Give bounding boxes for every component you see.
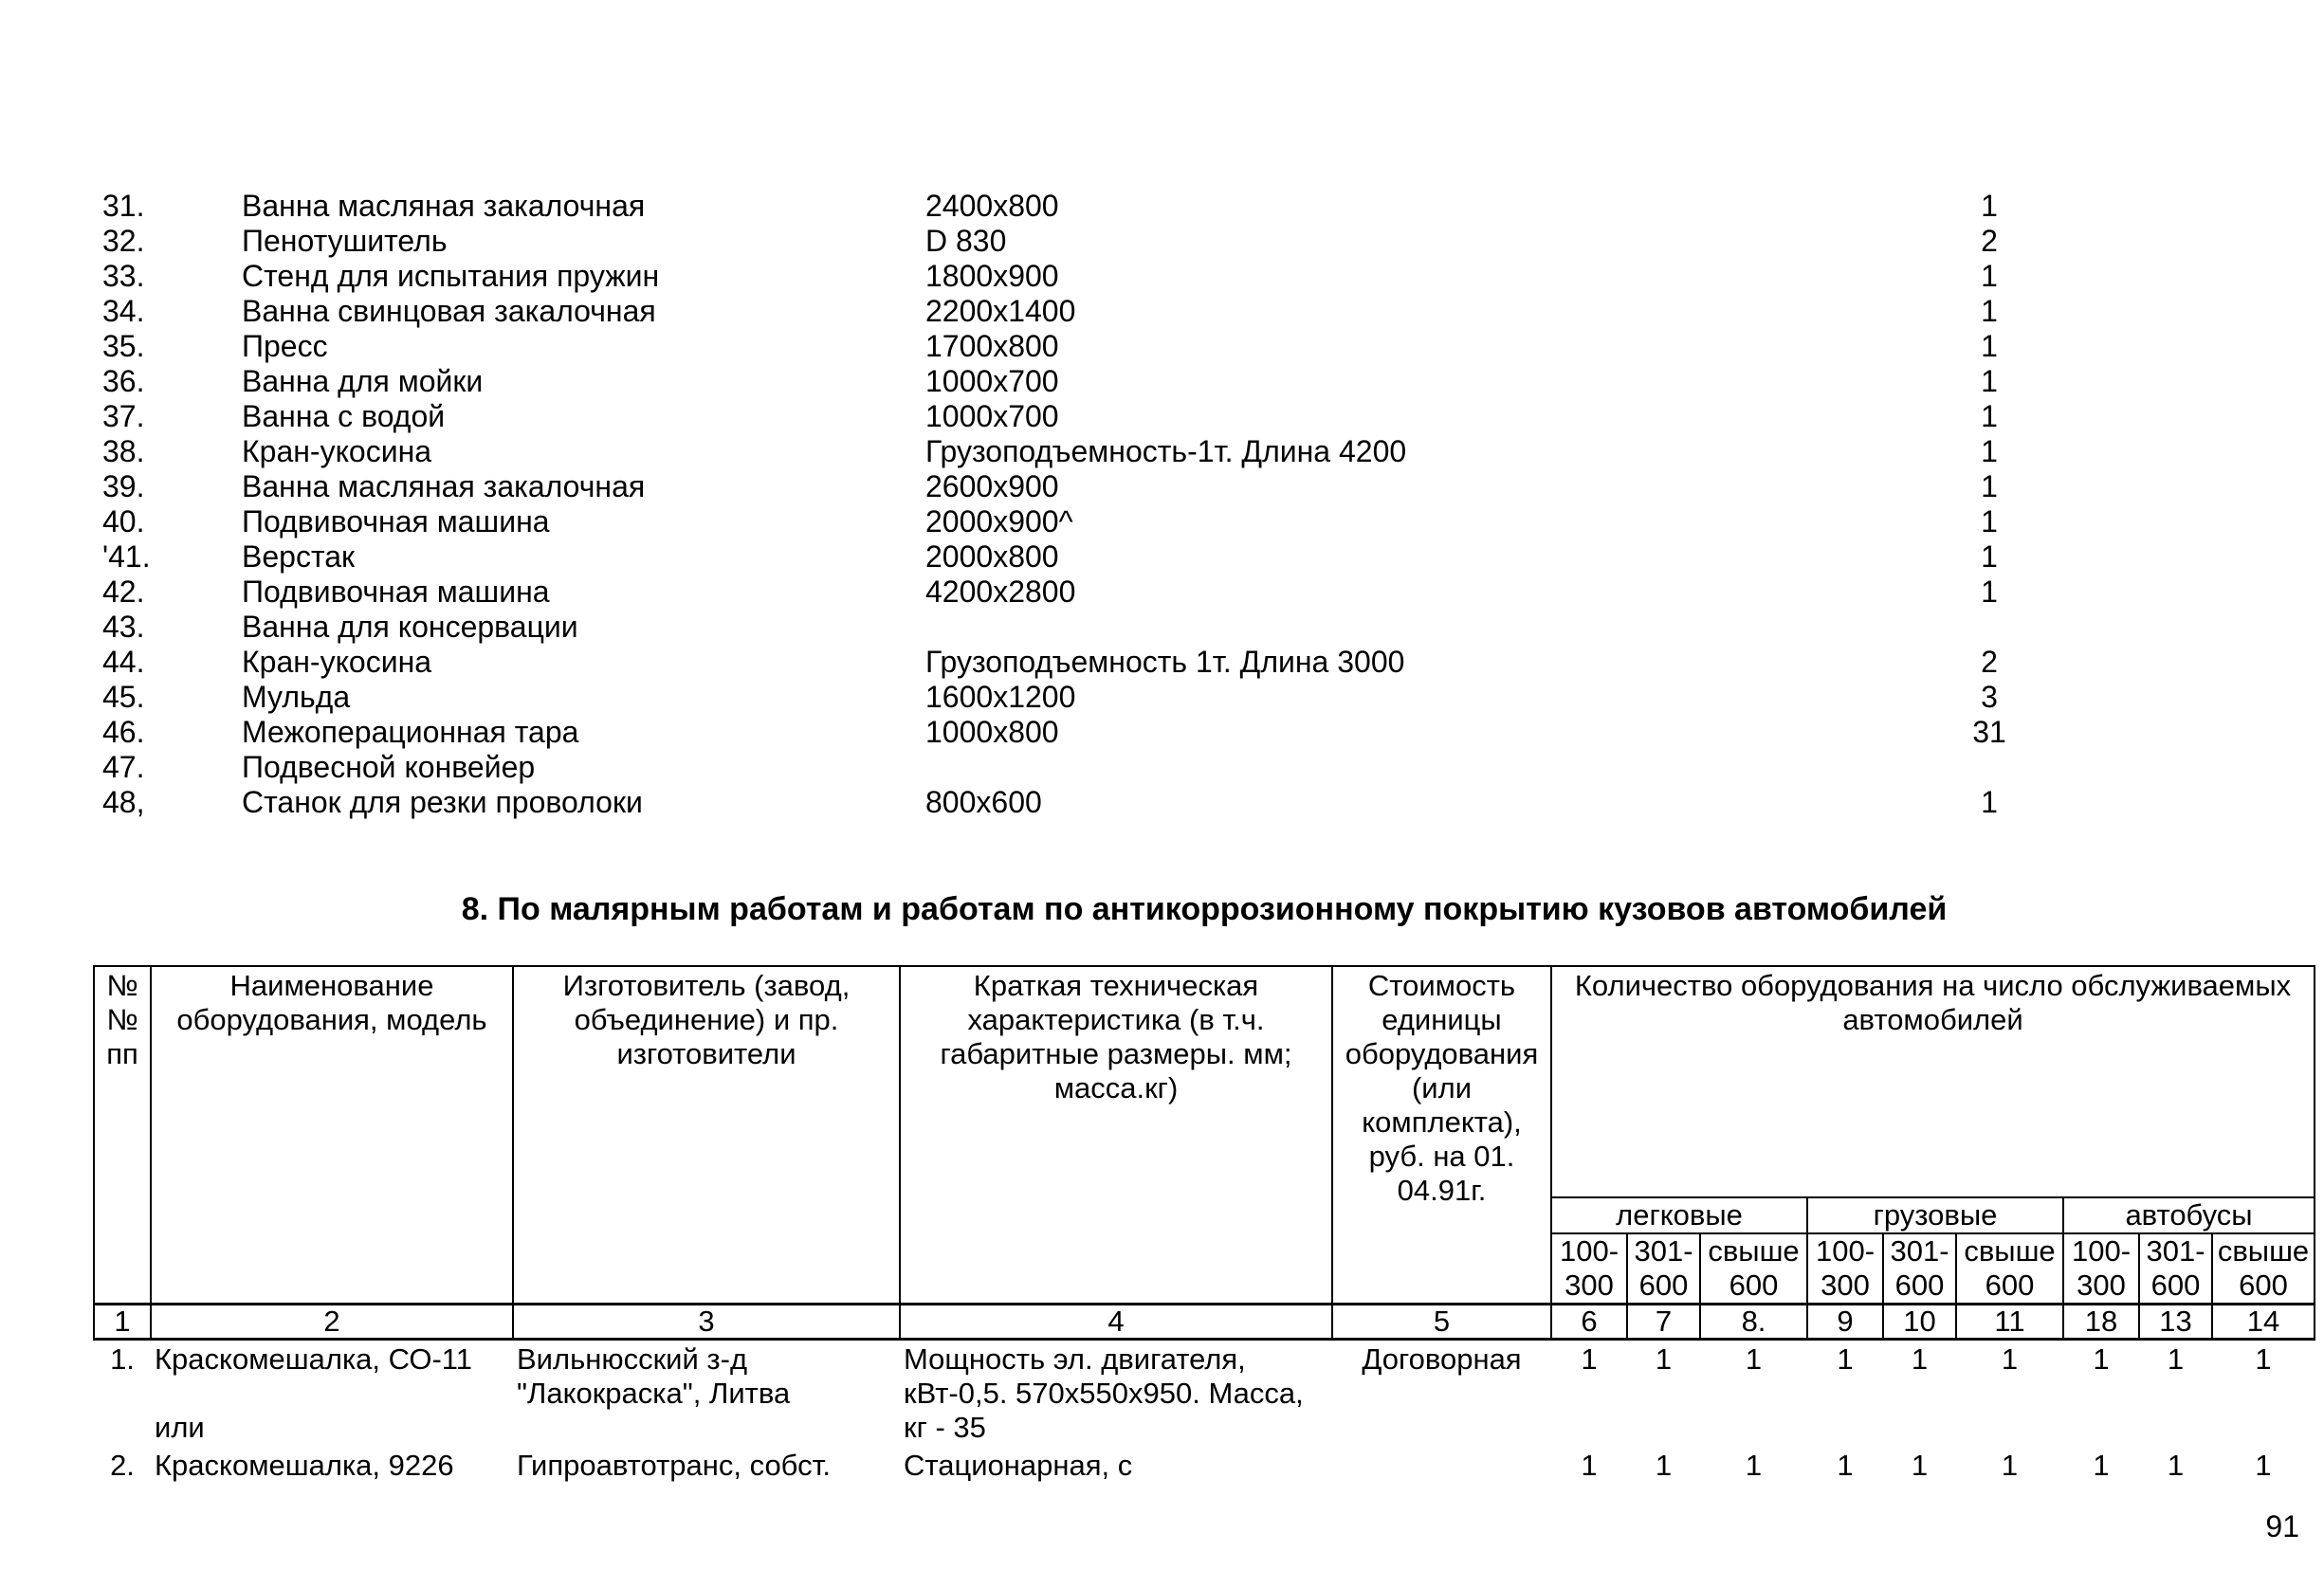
- list-item-quantity: 1: [1981, 575, 1998, 609]
- list-item: [102, 750, 1999, 785]
- list-item-name: Ванна для консервации: [242, 610, 578, 644]
- list-item-name: Кран-укосина: [242, 645, 432, 679]
- list-item-number: 36.: [102, 364, 145, 398]
- row-quantity: 1: [2093, 1342, 2110, 1376]
- list-item-name: Подвесной конвейер: [242, 750, 536, 784]
- list-item: [102, 539, 1999, 575]
- list-item-spec: Грузоподъемность-1т. Длина 4200: [925, 434, 1407, 468]
- list-item-spec: 1000x700: [925, 399, 1059, 433]
- column-number-row: [94, 1305, 2315, 1340]
- column-number: 3: [513, 1305, 900, 1340]
- list-item-number: 33.: [102, 259, 145, 293]
- list-item-name: Станок для резки проволоки: [242, 785, 643, 819]
- list-item-spec: D 830: [925, 224, 1007, 258]
- list-item-quantity: 1: [1981, 364, 1998, 398]
- row-quantity: 1: [1745, 1342, 1763, 1376]
- header-group-trucks: грузовые: [1807, 1197, 2063, 1233]
- list-item: [102, 259, 1999, 294]
- list-item: [102, 399, 1999, 434]
- header-range: свыше 600: [2212, 1233, 2315, 1305]
- list-item: [102, 294, 1999, 329]
- header-name: Наименование оборудования, модель: [151, 966, 513, 1305]
- column-number: 9: [1807, 1305, 1883, 1340]
- equipment-list: [102, 189, 2006, 820]
- equipment-table: [93, 965, 2315, 1485]
- column-number: 13: [2139, 1305, 2212, 1340]
- list-item: [102, 785, 1999, 820]
- list-item-quantity: 1: [1981, 434, 1998, 468]
- row-number: 2.: [110, 1449, 135, 1482]
- row-cost: [1332, 1447, 1551, 1485]
- list-item-spec: 2400x800: [925, 189, 1059, 223]
- table-row: [94, 1340, 2315, 1448]
- row-quantity: 1: [1911, 1449, 1929, 1482]
- list-item-quantity: 2: [1981, 645, 1998, 679]
- list-item-spec: 1700x800: [925, 329, 1059, 363]
- list-item-number: 37.: [102, 399, 145, 433]
- row-quantity: 1: [2001, 1449, 2019, 1482]
- column-number: 6: [1551, 1305, 1627, 1340]
- column-number: 10: [1883, 1305, 1956, 1340]
- list-item-number: 39.: [102, 469, 145, 503]
- list-item-number: 35.: [102, 329, 145, 363]
- list-item: [102, 329, 1999, 364]
- row-quantity: 1: [1837, 1342, 1854, 1376]
- list-item-quantity: 1: [1981, 785, 1998, 819]
- column-number: 18: [2063, 1305, 2139, 1340]
- list-item-name: Ванна масляная закалочная: [242, 469, 646, 503]
- row-quantity: 1: [1581, 1342, 1598, 1376]
- header-spec: Краткая техническая характеристика (в т.ч. габаритные размеры. мм; масса.кг): [900, 966, 1332, 1305]
- list-item-spec: 2000x900^: [925, 504, 1073, 538]
- list-item-name: Ванна свинцовая закалочная: [242, 294, 656, 328]
- list-item-quantity: 3: [1981, 680, 1998, 714]
- header-qty-group: Количество оборудования на число обслуживаемых автомобилей: [1551, 966, 2315, 1197]
- list-item-name: Стенд для испытания пружин: [242, 259, 660, 293]
- list-item-number: 46.: [102, 715, 145, 749]
- list-item: [102, 680, 1999, 715]
- column-number: 1: [94, 1305, 151, 1340]
- list-item-spec: 1000x800: [925, 715, 1059, 749]
- list-item-spec: 800x600: [925, 785, 1042, 819]
- row-maker: Вильнюсский з-д "Лакокраска", Литва: [517, 1342, 791, 1410]
- list-item-spec: 1600x1200: [925, 680, 1076, 714]
- header-range: 100-300: [1551, 1233, 1627, 1305]
- list-item-spec: Грузоподъемность 1т. Длина 3000: [925, 645, 1405, 679]
- header-group-buses: автобусы: [2063, 1197, 2315, 1233]
- list-item-number: 42.: [102, 575, 145, 609]
- row-maker: Гипроавтотранс, собст.: [517, 1449, 831, 1482]
- header-range: 100-300: [1807, 1233, 1883, 1305]
- row-quantity: 1: [1655, 1449, 1673, 1482]
- row-quantity: 1: [2093, 1449, 2110, 1482]
- row-quantity: 1: [2001, 1342, 2019, 1376]
- header-range: 301-600: [2139, 1233, 2212, 1305]
- list-item-name: Кран-укосина: [242, 434, 432, 468]
- list-item-number: 45.: [102, 680, 145, 714]
- row-quantity: 1: [1837, 1449, 1854, 1482]
- header-group-cars: легковые: [1551, 1197, 1807, 1233]
- row-spec: Мощность эл. двигателя, кВт-0,5. 570x550x950. Масса, кг - 35: [904, 1342, 1304, 1444]
- table-row: [94, 1447, 2315, 1485]
- row-name-text: Краскомешалка, СО-11: [155, 1342, 472, 1376]
- column-number: 8.: [1700, 1305, 1807, 1340]
- list-item-spec: 2600x900: [925, 469, 1059, 503]
- list-item: [102, 504, 1999, 539]
- list-item-quantity: 1: [1981, 329, 1998, 363]
- column-number: 7: [1627, 1305, 1700, 1340]
- list-item-number: 43.: [102, 610, 145, 644]
- row-number: 1.: [110, 1342, 135, 1376]
- list-item-quantity: 1: [1981, 469, 1998, 503]
- list-item-name: Верстак: [242, 539, 356, 574]
- list-item-spec: 4200x2800: [925, 575, 1076, 609]
- row-quantity: 1: [2167, 1342, 2185, 1376]
- list-item-quantity: 1: [1981, 539, 1998, 574]
- list-item-number: 48,: [102, 785, 145, 819]
- row-name: [151, 1447, 513, 1485]
- section-title: 8. По малярным работам и работам по антикоррозионному покрытию кузовов автомобилей: [461, 891, 1948, 927]
- row-name: [151, 1340, 513, 1448]
- list-item-name: Ванна масляная закалочная: [242, 189, 646, 223]
- header-num: № № пп: [94, 966, 151, 1305]
- list-item-quantity: 1: [1981, 399, 1998, 433]
- row-name-extra: или: [155, 1411, 205, 1444]
- column-number: 11: [1956, 1305, 2063, 1340]
- list-item-number: 31.: [102, 189, 145, 223]
- list-item-spec: 1000x700: [925, 364, 1059, 398]
- header-range: 100-300: [2063, 1233, 2139, 1305]
- list-item-name: Пенотушитель: [242, 224, 448, 258]
- row-quantity: 1: [1745, 1449, 1763, 1482]
- list-item-name: Ванна для мойки: [242, 364, 484, 398]
- header-range: 301-600: [1883, 1233, 1956, 1305]
- list-item-quantity: 31: [1972, 715, 2006, 749]
- list-item: [102, 434, 1999, 469]
- list-item-quantity: 1: [1981, 189, 1998, 223]
- list-item-name: Мульда: [242, 680, 351, 714]
- list-item: [102, 645, 1999, 680]
- list-item-quantity: 1: [1981, 294, 1998, 328]
- list-item: [102, 189, 1999, 224]
- list-item: [102, 364, 1999, 399]
- row-quantity: 1: [1911, 1342, 1929, 1376]
- row-quantity: 1: [2255, 1342, 2272, 1376]
- header-maker: Изготовитель (завод, объединение) и пр. изготовители: [513, 966, 900, 1305]
- row-spec: Стационарная, с: [904, 1449, 1133, 1482]
- list-item-number: '41.: [102, 539, 151, 574]
- column-number: 4: [900, 1305, 1332, 1340]
- list-item-spec: 1800x900: [925, 259, 1059, 293]
- list-item: [102, 610, 1999, 645]
- list-item-number: 47.: [102, 750, 145, 784]
- column-number: 5: [1332, 1305, 1551, 1340]
- list-item-number: 34.: [102, 294, 145, 328]
- list-item-name: Подвивочная машина: [242, 504, 550, 538]
- list-item: [102, 224, 1999, 259]
- list-item-number: 32.: [102, 224, 145, 258]
- list-item-spec: 2200x1400: [925, 294, 1076, 328]
- list-item-name: Ванна с водой: [242, 399, 446, 433]
- list-item-name: Межоперационная тара: [242, 715, 579, 749]
- list-item-spec: 2000x800: [925, 539, 1059, 574]
- list-item-number: 44.: [102, 645, 145, 679]
- list-item: [102, 575, 1999, 610]
- list-item-name: Подвивочная машина: [242, 575, 550, 609]
- header-range: свыше 600: [1956, 1233, 2063, 1305]
- list-item-quantity: 1: [1981, 504, 1998, 538]
- row-quantity: 1: [1581, 1449, 1598, 1482]
- list-item-quantity: 2: [1981, 224, 1998, 258]
- list-item: [102, 715, 2006, 750]
- row-name-text: Краскомешалка, 9226: [155, 1449, 454, 1482]
- header-range: 301-600: [1627, 1233, 1700, 1305]
- list-item-quantity: 1: [1981, 259, 1998, 293]
- column-number: 2: [151, 1305, 513, 1340]
- row-quantity: 1: [2167, 1449, 2185, 1482]
- column-number: 14: [2212, 1305, 2315, 1340]
- list-item-name: Пресс: [242, 329, 328, 363]
- list-item-number: 40.: [102, 504, 145, 538]
- header-cost: Стоимость единицы оборудования (или комплекта), руб. на 01. 04.91г.: [1332, 966, 1551, 1305]
- row-quantity: 1: [1655, 1342, 1673, 1376]
- page-number: 91: [2265, 1509, 2299, 1543]
- row-cost: Договорная: [1362, 1342, 1522, 1376]
- header-range: свыше 600: [1700, 1233, 1807, 1305]
- list-item: [102, 469, 1999, 504]
- list-item-number: 38.: [102, 434, 145, 468]
- table-body: [94, 1340, 2315, 1486]
- row-quantity: 1: [2255, 1449, 2272, 1482]
